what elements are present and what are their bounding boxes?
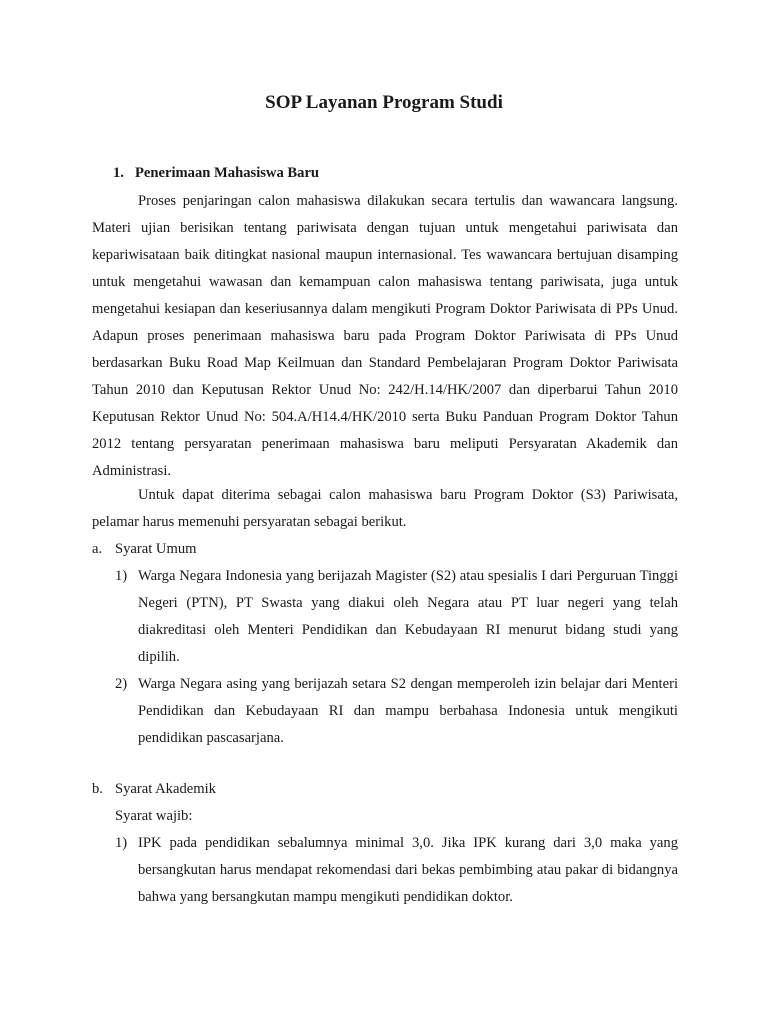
list-item: [115, 830, 678, 911]
subheading-letter: b.: [92, 781, 103, 797]
list-item: [115, 671, 678, 752]
list-item: [115, 563, 678, 671]
document-title: SOP Layanan Program Studi: [265, 92, 503, 113]
subheading-letter: a.: [92, 541, 103, 557]
subheading-syarat-umum: [92, 536, 196, 563]
list-marker: 1): [115, 568, 128, 584]
subheading-syarat-akademik: [92, 776, 216, 803]
paragraph-persyaratan-intro: Untuk dapat diterima sebagai calon mahasiswa baru Program Doktor (S3) Pariwisata, pelamar harus memenuhi persyaratan sebagai berikut.: [92, 487, 678, 530]
list-item-text: Warga Negara Indonesia yang berijazah Magister (S2) atau spesialis I dari Perguruan Tinggi Negeri (PTN), PT Swasta yang diakui oleh Negara atau PT luar negeri yang telah diakreditasi oleh Menteri Pendidikan dan Kebudayaan RI menurut bidang studi yang dipilih.: [138, 568, 678, 665]
list-item-text: Warga Negara asing yang berijazah setara S2 dengan memperoleh izin belajar dari Menteri Pendidikan dan Kebudayaan RI dan mampu berbahasa Indonesia untuk mengikuti pendidikan pascasarjana.: [138, 676, 678, 746]
subheading-text: Syarat Akademik: [115, 781, 216, 797]
section-heading-text: Penerimaan Mahasiswa Baru: [135, 165, 320, 181]
list-item-text: IPK pada pendidikan sebalumnya minimal 3,0. Jika IPK kurang dari 3,0 maka yang bersangkutan harus mendapat rekomendasi dari bekas pembimbing atau pakar di bidangnya bahwa yang bersangkutan mampu mengikuti pendidikan doktor.: [138, 835, 678, 905]
subheading-text: Syarat Umum: [115, 541, 197, 557]
list-marker: 2): [115, 676, 128, 692]
syarat-wajib-label: Syarat wajib:: [115, 808, 193, 824]
section-number: 1.: [113, 165, 124, 181]
section-heading-penerimaan: [113, 160, 319, 187]
paragraph-proses-penjaringan: Proses penjaringan calon mahasiswa dilakukan secara tertulis dan wawancara langsung. Materi ujian berisikan tentang pariwisata dengan tujuan untuk mengetahui pariwisata dan kepariwisataan baik ditingkat nasional maupun internasional. Tes wawancara bertujuan disamping untuk mengetahui wawasan dan kemampuan calon mahasiswa tentang pariwisata, juga untuk mengetahui kesiapan dan keseriusannya dalam mengikuti Program Doktor Pariwisata di PPs Unud. Adapun proses penerimaan mahasiswa baru pada Program Doktor Pariwisata di PPs Unud berdasarkan Buku Road Map Keilmuan dan Standard Pembelajaran Program Doktor Pariwisata Tahun 2010 dan Keputusan Rektor Unud No: 242/H.14/HK/2007 dan diperbarui Tahun 2010 Keputusan Rektor Unud No: 504.A/H14.4/HK/2010 serta Buku Panduan Program Doktor Tahun 2012 tentang persyaratan penerimaan mahasiswa baru meliputi Persyaratan Akademik dan Administrasi.: [92, 193, 678, 479]
list-marker: 1): [115, 835, 128, 851]
